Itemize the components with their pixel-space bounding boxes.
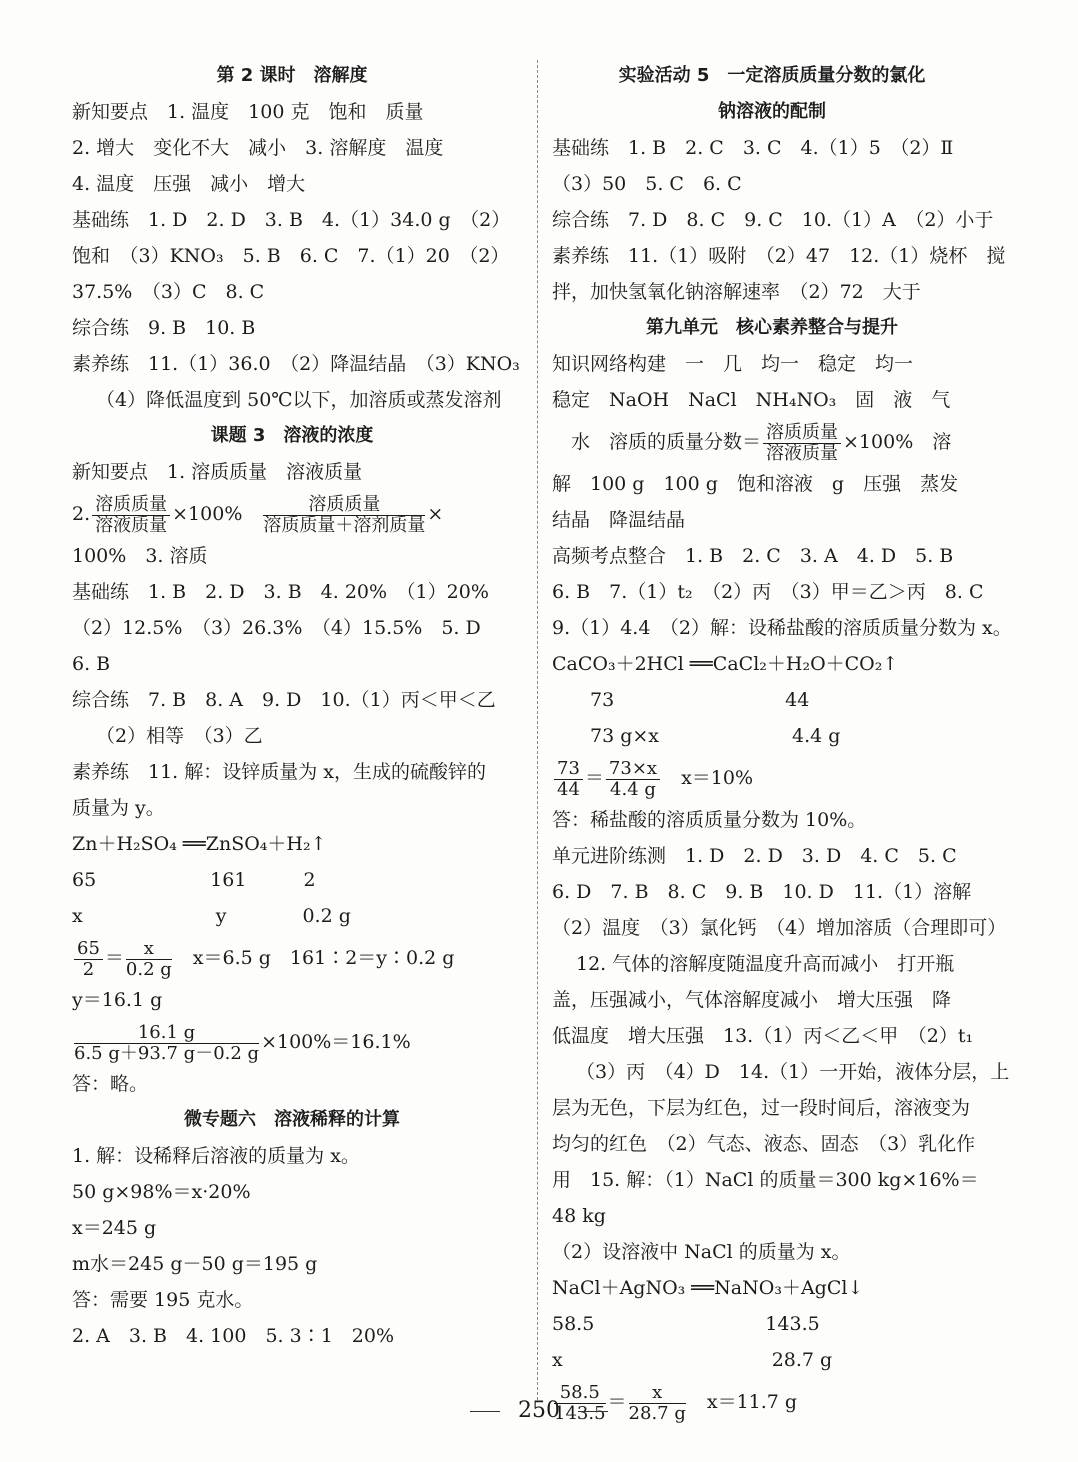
column-divider	[537, 60, 538, 1400]
fraction-denominator: 溶质质量＋溶剂质量	[263, 514, 426, 536]
answer-line: 解 100 g 100 g 饱和溶液 g 压强 蒸发	[552, 473, 959, 495]
fraction-numerator: 16.1 g	[74, 1023, 259, 1044]
answer-line: 9.（1）4.4 （2）解：设稀盐酸的溶质质量分数为 x。	[552, 617, 1012, 639]
answer-line: m水＝245 g－50 g＝195 g	[72, 1253, 318, 1275]
fraction	[126, 939, 172, 980]
answer-line: （2）设溶液中 NaCl 的质量为 x。	[552, 1241, 851, 1263]
answer-line: 素养练 11.（1）36.0 （2）降温结晶 （3）KNO₃	[72, 353, 520, 375]
formula-line	[552, 418, 992, 466]
formula-middle: ×100% 溶	[843, 431, 952, 453]
answer-line: 37.5% （3）C 8. C	[72, 281, 265, 303]
right-column	[552, 58, 1012, 1426]
answer-line: 73 g×x 4.4 g	[552, 725, 841, 747]
fraction-numerator: 58.5	[554, 1383, 606, 1404]
formula-line	[72, 1018, 512, 1066]
page-number: 250	[0, 1398, 1078, 1423]
fraction	[263, 495, 425, 536]
answer-line: 高频考点整合 1. B 2. C 3. A 4. D 5. B	[552, 545, 954, 567]
answer-line: 2. 增大 变化不大 减小 3. 溶解度 温度	[72, 137, 444, 159]
answer-line: 拌，加快氢氧化钠溶解速率 （2）72 大于	[552, 281, 921, 303]
fraction-denominator: 143.5	[554, 1402, 606, 1424]
answer-line: Zn＋H₂SO₄ ══ZnSO₄＋H₂↑	[72, 833, 327, 855]
fraction	[606, 759, 660, 800]
section-heading: 第九单元 核心素养整合与提升	[646, 317, 898, 338]
formula-middle: ＝	[104, 947, 124, 969]
fraction-denominator: 2	[82, 958, 95, 980]
answer-line: 素养练 11.（1）吸附 （2）47 12.（1）烧杯 搅	[552, 245, 1006, 267]
answer-line: 综合练 7. D 8. C 9. C 10.（1）A （2）小于	[552, 209, 994, 231]
formula-prefix: 水 溶质的质量分数＝	[552, 431, 762, 453]
fraction	[92, 495, 170, 536]
answer-line: 4. 温度 压强 减小 增大	[72, 173, 306, 195]
fraction-numerator: x	[629, 1383, 686, 1404]
answer-line: x＝245 g	[72, 1217, 157, 1239]
formula-suffix: ×	[427, 503, 444, 525]
answer-line: 质量为 y。	[72, 797, 165, 819]
answer-line: （3）50 5. C 6. C	[552, 173, 742, 195]
answer-line: CaCO₃＋2HCl ══CaCl₂＋H₂O＋CO₂↑	[552, 653, 899, 675]
fraction-denominator: 28.7 g	[628, 1402, 686, 1424]
answer-line: 答：需要 195 克水。	[72, 1289, 254, 1311]
formula-middle: ＝	[607, 1391, 627, 1413]
answer-line: 答：略。	[72, 1073, 149, 1095]
answer-line: 答：稀盐酸的溶质质量分数为 10%。	[552, 809, 867, 831]
answer-line: （2）相等 （3）乙	[96, 725, 263, 747]
formula-suffix: x＝6.5 g 161∶2＝y∶0.2 g	[173, 947, 455, 969]
fraction-denominator: 溶液质量	[95, 514, 168, 536]
fraction	[74, 939, 103, 980]
answer-line: x 28.7 g	[552, 1349, 833, 1371]
answer-line: 饱和 （3）KNO₃ 5. B 6. C 7.（1）20 （2）	[72, 245, 510, 267]
fraction	[74, 1023, 259, 1064]
fraction-denominator: 6.5 g＋93.7 g－0.2 g	[74, 1042, 260, 1064]
answer-line: 用 15. 解：（1）NaCl 的质量＝300 kg×16%＝	[552, 1169, 979, 1191]
answer-line: （2）12.5% （3）26.3% （4）15.5% 5. D	[72, 617, 481, 639]
fraction-numerator: 73	[554, 759, 583, 780]
fraction-denominator: 44	[557, 778, 580, 800]
answer-line: 73 44	[552, 689, 810, 711]
answer-line: 层为无色，下层为红色，过一段时间后，溶液变为	[552, 1097, 971, 1119]
section-heading: 实验活动 5 一定溶质质量分数的氯化	[618, 65, 926, 86]
answer-line: 100% 3. 溶质	[72, 545, 208, 567]
answer-line: 65 161 2	[72, 869, 316, 891]
answer-line: 低温度 增大压强 13.（1）丙＜乙＜甲 （2）t₁	[552, 1025, 974, 1047]
answer-line: NaCl＋AgNO₃ ══NaNO₃＋AgCl↓	[552, 1277, 864, 1299]
fraction-numerator: 溶质质量	[263, 495, 425, 516]
fraction-numerator: 溶质质量	[92, 495, 170, 516]
answer-line: 盖，压强减小，气体溶解度减小 增大压强 降	[552, 989, 952, 1011]
formula-suffix: x＝10%	[662, 767, 754, 789]
formula-suffix: x＝11.7 g	[687, 1391, 798, 1413]
answer-line: 基础练 1. B 2. C 3. C 4.（1）5 （2）Ⅱ	[552, 137, 954, 159]
answer-line: 稳定 NaOH NaCl NH₄NO₃ 固 液 气	[552, 389, 951, 411]
formula-middle: ×100%＝16.1%	[261, 1031, 411, 1053]
formula-line	[72, 934, 512, 982]
answer-line: 新知要点 1. 温度 100 克 饱和 质量	[72, 101, 424, 123]
fraction-denominator: 0.2 g	[125, 958, 172, 980]
formula-middle: ×100%	[172, 503, 262, 525]
answer-line: 6. B	[72, 653, 111, 675]
formula-line	[552, 754, 992, 802]
answer-line: 知识网络构建 一 几 均一 稳定 均一	[552, 353, 914, 375]
answer-line: （3）丙 （4）D 14.（1）一开始，液体分层，上	[576, 1061, 1010, 1083]
answer-line: 6. B 7.（1）t₂ （2）丙 （3）甲＝乙＞丙 8. C	[552, 581, 984, 603]
formula-middle: ＝	[584, 767, 604, 789]
fraction-denominator: 溶液质量	[766, 442, 839, 464]
fraction-numerator: x	[126, 939, 172, 960]
fraction	[554, 759, 583, 800]
answer-line: 2. A 3. B 4. 100 5. 3∶1 20%	[72, 1325, 395, 1347]
answer-line: 新知要点 1. 溶质质量 溶液质量	[72, 461, 363, 483]
answer-line: 12. 气体的溶解度随温度升高而减小 打开瓶	[576, 953, 955, 975]
fraction-numerator: 73×x	[606, 759, 660, 780]
section-heading: 课题 3 溶液的浓度	[210, 425, 374, 446]
formula-prefix: 2.	[72, 503, 91, 525]
section-heading: 钠溶液的配制	[718, 101, 826, 122]
answer-line: 6. D 7. B 8. C 9. B 10. D 11.（1）溶解	[552, 881, 972, 903]
answer-line: 均匀的红色 （2）气态、液态、固态 （3）乳化作	[552, 1133, 976, 1155]
section-heading: 第 2 课时 溶解度	[216, 65, 368, 86]
answer-line: 结晶 降温结晶	[552, 509, 686, 531]
answer-line: 单元进阶练测 1. D 2. D 3. D 4. C 5. C	[552, 845, 957, 867]
answer-line: 58.5 143.5	[552, 1313, 820, 1335]
answer-line: y＝16.1 g	[72, 989, 163, 1011]
answer-line: 综合练 9. B 10. B	[72, 317, 256, 339]
answer-line: 50 g×98%＝x·20%	[72, 1181, 251, 1203]
answer-line: 综合练 7. B 8. A 9. D 10.（1）丙＜甲＜乙	[72, 689, 496, 711]
fraction-numerator: 65	[74, 939, 103, 960]
fraction-denominator: 4.4 g	[610, 778, 656, 800]
answer-line: （2）温度 （3）氯化钙 （4）增加溶质（合理即可）	[552, 917, 1007, 939]
answer-line: （4）降低温度到 50℃以下，加溶质或蒸发溶剂	[96, 389, 502, 411]
answer-line: x y 0.2 g	[72, 905, 351, 927]
answer-line: 素养练 11. 解：设锌质量为 x，生成的硫酸锌的	[72, 761, 487, 783]
fraction	[763, 423, 841, 464]
fraction-numerator: 溶质质量	[763, 423, 841, 444]
section-heading: 微专题六 溶液稀释的计算	[184, 1109, 400, 1130]
formula-line	[72, 490, 512, 538]
answer-line: 基础练 1. D 2. D 3. B 4.（1）34.0 g （2）	[72, 209, 511, 231]
left-column	[72, 58, 520, 1354]
answer-line: 1. 解：设稀释后溶液的质量为 x。	[72, 1145, 360, 1167]
answer-line: 基础练 1. B 2. D 3. B 4. 20% （1）20%	[72, 581, 489, 603]
answer-line: 48 kg	[552, 1205, 606, 1227]
